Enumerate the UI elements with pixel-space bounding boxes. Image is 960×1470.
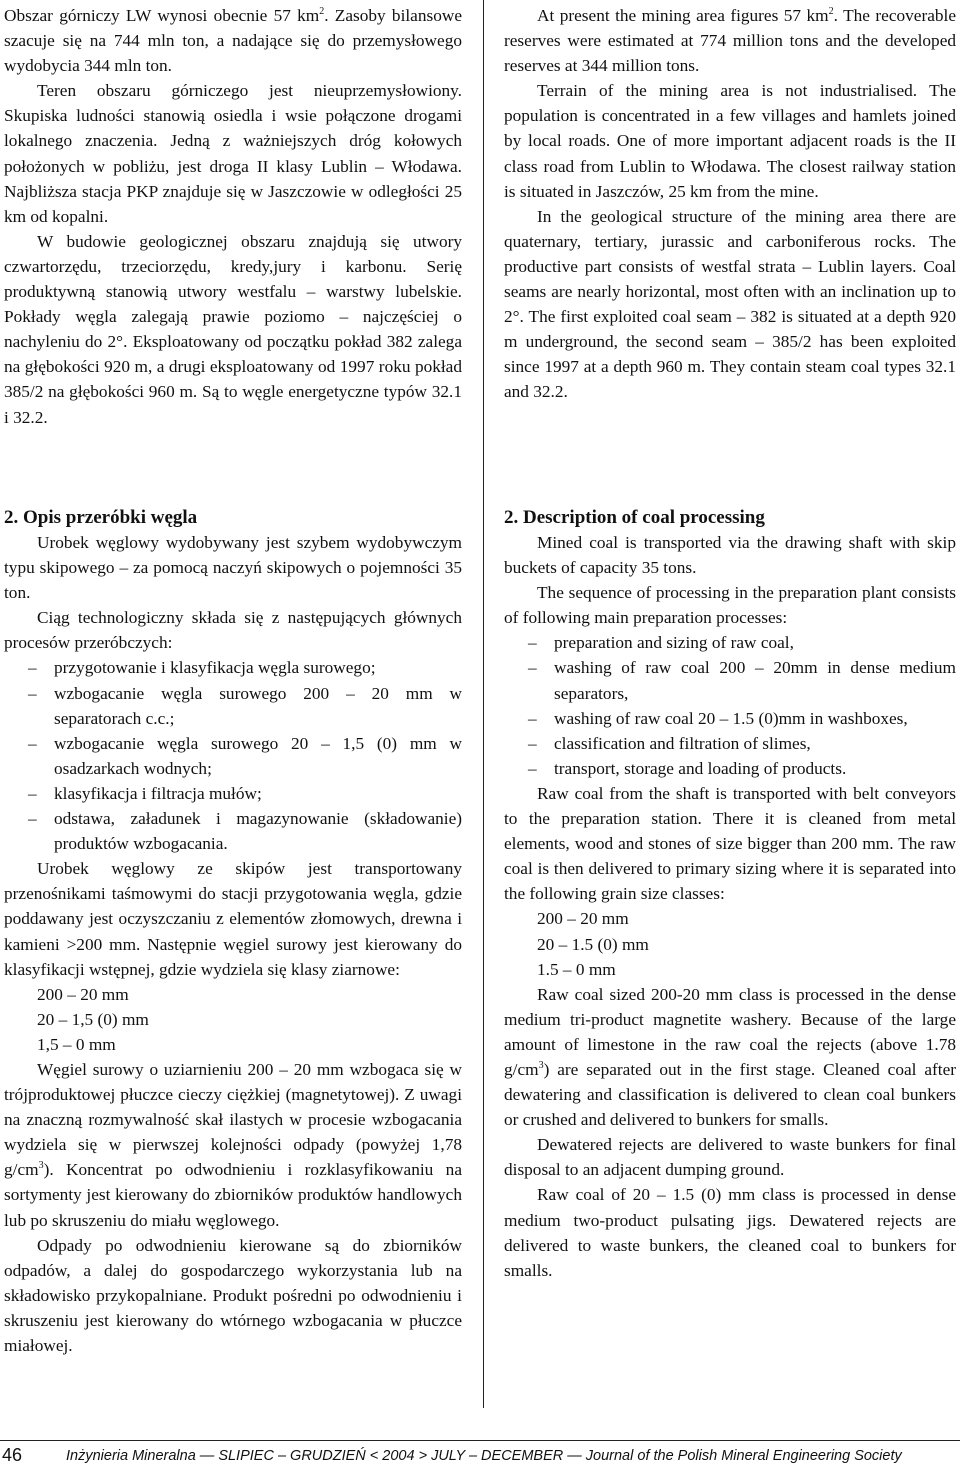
list-item: – transport, storage and loading of products. bbox=[504, 756, 956, 781]
column-divider bbox=[483, 0, 484, 1408]
list-item: – classification and filtration of slimes, bbox=[504, 731, 956, 756]
list-item: – wzbogacanie węgla surowego 20 – 1,5 (0) mm w osadzarkach wodnych; bbox=[4, 731, 462, 781]
paragraph: Węgiel surowy o uziarnieniu 200 – 20 mm wzbogaca się w trójproduktowej płuczce cieczy ciężkiej (magnetytowej). Z uwagi na znaczną rozmywalność skał ilastych w procesie wzbogacania wydziela się w pierwszej kolejności odpady (powyżej 1,78 $g/cm^3$). Koncentrat po odwodnieniu i rozklasyfikowaniu na sortymenty jest kierowany do zbiorników produktów handlowych lub po skruszeniu do miału węglowego. bbox=[4, 1059, 462, 1230]
list-item: – washing of raw coal 20 – 1.5 (0)mm in washboxes, bbox=[504, 706, 956, 731]
grain-class: 20 – 1.5 (0) mm bbox=[537, 934, 649, 954]
paragraph: At present the mining area figures 57 $km^2$. The recoverable reserves were estimated at 774 million tons and the developed reserves at 344 million tons. bbox=[504, 6, 956, 76]
paragraph: W budowie geologicznej obszaru znajdują się utwory czwartorzędu, trzeciorzędu, kredy,jury i karbonu. Serię produktywną stanowią utwory westfalu – warstwy lubelskie. Pokłady węgla zalegają prawie poziomo – najczęściej o nachyleniu do 2°. Eksploatowany od początku pokład 382 zalega na głębokości 920 m, a drugi eksploatowany od 1997 roku pokład 385/2 na głębokości 960 m. Są to węgle energetyczne typów 32.1 i 32.2. bbox=[4, 231, 462, 427]
paragraph: Terrain of the mining area is not industrialised. The population is concentrated in a few villages and hamlets joined by local roads. One of more important adjacent roads is the II class road from Lublin to Włodawa. The closest railway station is situated in Jaszczów, 25 km from the mine. bbox=[504, 81, 956, 201]
paragraph: Odpady po odwodnieniu kierowane są do zbiorników odpadów, a dalej do gospodarczego wykorzystania lub na składowisko przykopalniane. Produkt pośredni po odwodnieniu i skruszeniu jest kierowany do wtórnego wzbogacania w płuczce miałowej. bbox=[4, 1235, 462, 1355]
paragraph: Dewatered rejects are delivered to waste bunkers for final disposal to an adjacent dumping ground. bbox=[504, 1135, 956, 1180]
page-number: 46 bbox=[2, 1445, 23, 1465]
section-heading: 2. Opis przeróbki węgla bbox=[4, 507, 198, 528]
footer-rule bbox=[0, 1440, 960, 1441]
grain-class: 200 – 20 mm bbox=[537, 909, 629, 929]
process-list bbox=[4, 655, 462, 856]
paragraph: The sequence of processing in the preparation plant consists of following main preparation processes: bbox=[504, 583, 956, 628]
process-list bbox=[504, 630, 956, 781]
paragraph: Obszar górniczy LW wynosi obecnie 57 $km^2$. Zasoby bilansowe szacuje się na 744 mln ton, a nadające się do przemysłowego wydobycia 344 mln ton. bbox=[4, 6, 463, 76]
list-item: – odstawa, załadunek i magazynowanie (składowanie) produktów wzbogacania. bbox=[4, 806, 462, 856]
paragraph: In the geological structure of the mining area there are quaternary, tertiary, jurassic and carboniferous rocks. The productive part consists of westfal strata – Lublin layers. Coal seams are nearly horizontal, most often with an inclination up to 2°. The first exploited coal seam – 382 is situated at a depth 920 m underground, the second seam – 385/2 has been exploited since 1997 at a depth 960 m. They contain steam coal types 32.1 and 32.2. bbox=[504, 206, 956, 402]
list-item: – washing of raw coal 200 – 20mm in dense medium separators, bbox=[504, 655, 956, 705]
polish-intro bbox=[4, 3, 462, 430]
list-item: – przygotowanie i klasyfikacja węgla surowego; bbox=[4, 655, 462, 680]
list-item: – wzbogacanie węgla surowego 200 – 20 mm w separatorach c.c.; bbox=[4, 681, 462, 731]
grain-class: 200 – 20 mm bbox=[37, 984, 129, 1004]
english-intro bbox=[504, 3, 956, 405]
list-item: – preparation and sizing of raw coal, bbox=[504, 630, 956, 655]
paragraph: Teren obszaru górniczego jest nieuprzemysłowiony. Skupiska ludności stanowią osiedla i wsie połączone drogami lokalnego znaczenia. Jedną z ważniejszych dróg kołowych położonych w pobliżu, jest droga II klasy Lublin – Włodawa. Najbliższa stacja PKP znajduje się w Jaszczowie w odległości 25 km od kopalni. bbox=[4, 81, 462, 226]
page-footer bbox=[0, 1440, 960, 1470]
english-section-2 bbox=[504, 505, 956, 1283]
list-item: – klasyfikacja i filtracja mułów; bbox=[4, 781, 462, 806]
grain-class: 20 – 1,5 (0) mm bbox=[37, 1009, 149, 1029]
paragraph: Raw coal of 20 – 1.5 (0) mm class is processed in dense medium two-product pulsating jigs. Dewatered rejects are delivered to waste bunkers, the cleaned coal to bunkers for smalls. bbox=[504, 1185, 956, 1280]
paragraph: Urobek węglowy ze skipów jest transportowany przenośnikami taśmowymi do stacji przygotowania węgla, gdzie poddawany jest oczyszczaniu z elementów złomowych, drewna i kamieni >200 mm. Następnie węgiel surowy jest kierowany do klasyfikacji wstępnej, gdzie wydziela się klasy ziarnowe: bbox=[4, 859, 462, 979]
section-heading: 2. Description of coal processing bbox=[504, 507, 765, 528]
journal-running-title: Inżynieria Mineralna — SLIPIEC – GRUDZIEŃ < 2004 > JULY – DECEMBER — Journal of the Polish Mineral Engineering Society bbox=[66, 1448, 902, 1464]
polish-section-2 bbox=[4, 505, 462, 1358]
grain-class: 1,5 – 0 mm bbox=[37, 1034, 116, 1054]
grain-class: 1.5 – 0 mm bbox=[537, 959, 616, 979]
paragraph: Raw coal from the shaft is transported with belt conveyors to the preparation station. There it is cleaned from metal elements, wood and stones of size bigger than 200 mm. The raw coal is then delivered to primary sizing where it is separated into the following grain size classes: bbox=[504, 783, 956, 904]
paragraph: Raw coal sized 200-20 mm class is processed in the dense medium tri-product magnetite washery. Because of the large amount of limestone in the raw coal the rejects (above 1.78 $g/cm^3$) are separated out in the first stage. Cleaned coal after dewatering and classification is delivered to clean coal bunkers or crushed and delivered to bunkers for smalls. bbox=[504, 984, 956, 1130]
paragraph: Urobek węglowy wydobywany jest szybem wydobywczym typu skipowego – za pomocą naczyń skipowych o pojemności 35 ton. bbox=[4, 533, 462, 603]
paragraph: Mined coal is transported via the drawing shaft with skip buckets of capacity 35 tons. bbox=[504, 533, 956, 578]
paragraph: Ciąg technologiczny składa się z następujących głównych procesów przeróbczych: bbox=[4, 608, 462, 653]
